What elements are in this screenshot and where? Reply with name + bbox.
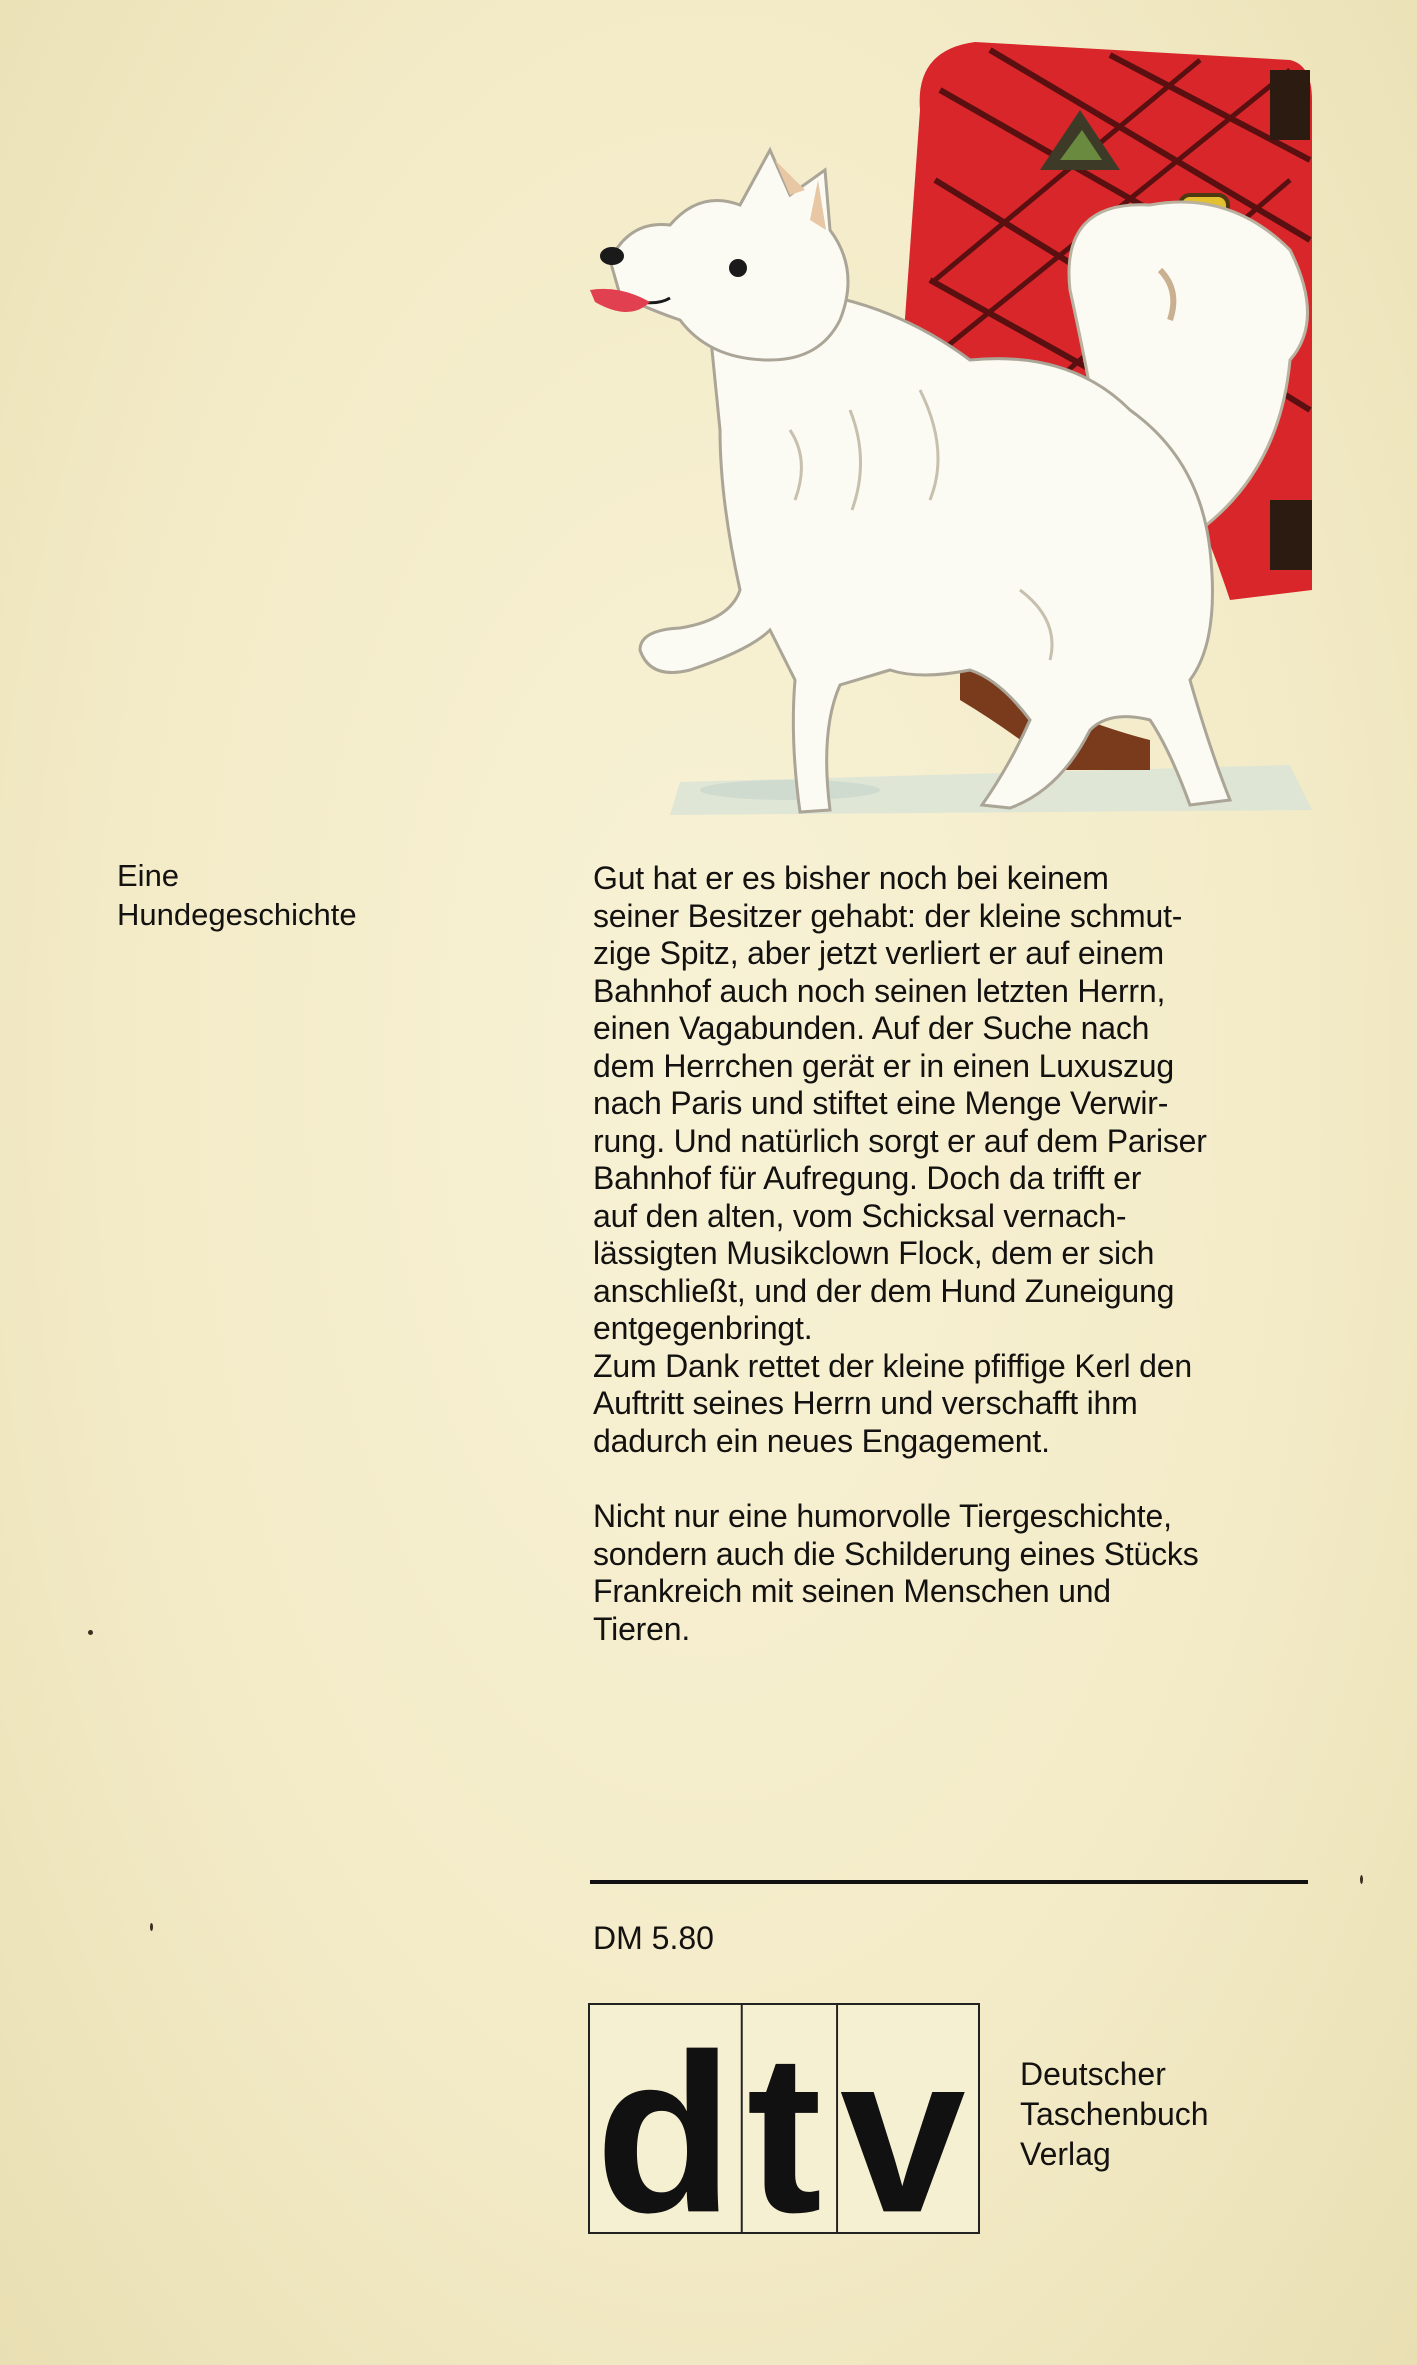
blurb-line: Nicht nur eine humorvolle Tiergeschichte, [593,1498,1172,1534]
blurb-line: seiner Besitzer gehabt: der kleine schmut- [593,897,1183,934]
blurb-line: dem Herrchen gerät er in einen Luxuszug [593,1047,1174,1084]
dtv-logo [588,2003,980,2234]
blurb-line: Bahnhof für Aufregung. Doch da trifft er [593,1160,1142,1196]
blurb-line: Auftritt seines Herrn und verschafft ihm [593,1385,1138,1421]
publisher-name [1020,2054,1209,2174]
blurb-line: nach Paris und stiftet eine Menge Verwir- [593,1085,1169,1121]
blurb-line: einen Vagabunden. Auf der Suche nach [593,1010,1150,1046]
blurb-text [593,860,1313,1648]
publisher-line: Taschenbuch [1020,2096,1209,2132]
blurb-line: dadurch ein neues Engagement. [593,1422,1050,1459]
blurb-paragraph-1 [593,860,1313,1460]
blurb-line: Gut hat er es bisher noch bei keinem [593,860,1109,896]
publisher-line: Verlag [1020,2136,1111,2172]
blurb-line: entgegenbringt. [593,1310,813,1346]
publisher-line: Deutscher [1020,2056,1166,2092]
blurb-line: Tieren. [593,1610,691,1647]
genre-line: Eine [117,858,180,893]
logo-letter-v: v [840,2006,966,2232]
genre-line: Hundegeschichte [117,897,357,932]
paper-speck [1360,1875,1363,1884]
blurb-line: rung. Und natürlich sorgt er auf dem Pariser [593,1122,1207,1159]
logo-letter-t: t [746,2006,822,2232]
blurb-line: Zum Dank rettet der kleine pfiffige Kerl den [593,1347,1192,1384]
blurb-line: auf den alten, vom Schicksal vernach- [593,1197,1127,1234]
price-label: DM 5.80 [593,1920,714,1956]
genre-label [117,856,357,934]
paper-speck [88,1630,93,1635]
divider-rule [590,1880,1308,1884]
blurb-line: Bahnhof auch noch seinen letzten Herrn, [593,972,1166,1009]
paper-speck [150,1923,153,1931]
blurb-line: zige Spitz, aber jetzt verliert er auf einem [593,935,1165,971]
blurb-line: anschließt, und der dem Hund Zuneigung [593,1272,1175,1309]
dog-illustration [590,30,1315,830]
logo-letter-d: d [595,2006,734,2232]
blurb-line: sondern auch die Schilderung eines Stücks [593,1535,1199,1572]
blurb-line: Frankreich mit seinen Menschen und [593,1573,1111,1609]
blurb-line: lässigten Musikclown Flock, dem er sich [593,1235,1155,1271]
blurb-paragraph-2 [593,1498,1313,1648]
